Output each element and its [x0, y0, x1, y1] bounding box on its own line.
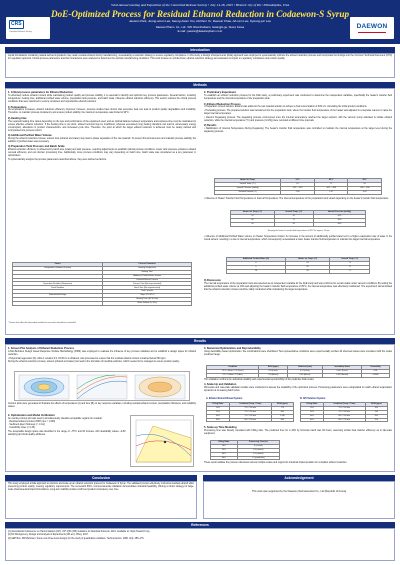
temperature-table [214, 178, 382, 195]
optimum-point [164, 441, 166, 443]
table-cell: 71 [330, 261, 370, 265]
references-list [8, 530, 392, 541]
table-cell: 5 [227, 265, 286, 269]
table-header-cell: Condition (Temp. / Time) [323, 403, 365, 407]
table-header-cell: Interval Temp. (°C) [330, 258, 370, 262]
table-cell: 81 [348, 182, 382, 186]
daewon-logo [350, 17, 394, 39]
table-cell: Fixed Variables [13, 286, 103, 290]
daewon-logo-bar [358, 32, 386, 33]
table-cell: 20% [211, 448, 238, 452]
heater-table-note: * Keeping the heater's transfer fluid temperature at 90°C for approx. 15 min [266, 230, 330, 232]
methods-left-column [8, 90, 196, 162]
methods-sub1b: 2) Heating time [8, 116, 27, 120]
table-cell: 60% [211, 456, 238, 460]
table-cell: Batch Size (Not experimented) [103, 286, 192, 290]
table-cell: -676 [313, 214, 365, 218]
methods-sub1d: 4) Preparation Tank Pressure and Batch Scale [8, 145, 65, 149]
table-cell: 0.8050 [362, 373, 390, 377]
crs-logo [6, 17, 50, 39]
table-header-cell: Processing Time (hr) [237, 441, 279, 445]
table-cell: 75°C / 80 min [323, 410, 365, 414]
results-p3b: This validation confirms the statistical reliability and experimental reproducibility of the predictive DoE model. [204, 378, 315, 381]
table-cell: 1,340 [271, 414, 293, 418]
methods-heading: Methods [5, 82, 395, 88]
prelim-pf: • Influence of Additional Purified Water volume on Heater Temperature Output: An increase in the amount of additionally purified water led to a higher evaporation rate of water in the mixed solvent, resulting in a rise in internal temperature, which consequently necessitated a lower heater transfer fluid temperature to maintain the target internal temperature. [204, 236, 392, 241]
results-right-bottom [204, 425, 392, 436]
prelim-pd: • Stabilization of Internal Temperature During Degassing: The heater's transfer fluid temperature was controlled to maintain the internal temperature at the target level during the degassing process. [204, 127, 392, 133]
results-p1: A Box-Behnken Design based Response Surface Methodology (RSM) was employed to evaluate the influence of key process variables and to establish a design space for ethanol reduction. [8, 351, 196, 357]
table-cell: 40% [301, 414, 324, 418]
results-sub4b: B. API Solution System [300, 398, 326, 400]
table-cell: Heating Temperature [103, 266, 192, 270]
table-row [211, 456, 280, 460]
crs-logo-sub: Controlled Release Society [9, 31, 32, 33]
table-cell: 75°C / 80 min [229, 414, 271, 418]
table-header-cell: EtOH (ppm) [259, 366, 287, 370]
overlay-contour-figure [130, 415, 194, 467]
ack-heading: Acknowledgement [203, 475, 395, 481]
contour-caption: Contour plots were generated to illustrate the effects of temperature (A) and time (B) on key response variables, including residual ethanol content, precipitation thickness, and suitability values. [8, 403, 196, 408]
prelim-pb: • Preheating process: The prepared solution was transferred into the preparation tank, where the transfer fluid temperature of the heater was adjusted in a stepwise manner to raise the target internal temperature. [204, 110, 392, 116]
table-header-cell: 70°C [281, 179, 315, 183]
heater-table [230, 210, 366, 227]
prelim-sub: 2. Preliminary Experiment [204, 91, 236, 95]
table-cell: 0.41 (Actual) [287, 373, 322, 377]
results-p3: Using desirability-based optimization, five combinations were shortlisted. Two representative conditions were experimentally verified. All observed values were consistent with the model predicted range. [204, 351, 392, 357]
table-cell: 75°C / 60 min [229, 410, 271, 414]
results-right-top [204, 346, 392, 357]
table-cell: 0.59 [348, 190, 382, 194]
table-header-cell: Condition (Temp. / Time) [229, 403, 271, 407]
api-solution-table [300, 402, 388, 422]
results-p2: An overlay contour plot was used to simultaneously visualize acceptable regions for residual: [8, 418, 103, 421]
methods-sub1: 1. Critical process parameters for Ethanol Reduction [8, 91, 73, 95]
factor-table-note: * Factors that affect the dependent variable but can not be identified or controlled. [8, 322, 77, 324]
table-cell: 770 [271, 406, 293, 410]
ack-box [203, 481, 395, 519]
table-cell: 75°C / 60min / 7% (Act.) [207, 373, 259, 377]
table-cell: 0 [227, 261, 286, 265]
table-cell: Independent Variables (Factors) [13, 266, 103, 270]
table-cell: Water Volume (0–10%) [103, 301, 192, 305]
table-cell: 20% [207, 410, 230, 414]
table-row [215, 190, 382, 194]
table-header-cell: Filling Ratio [301, 403, 324, 407]
time-table [210, 440, 280, 460]
table-cell: -612 ~ -656 [314, 186, 348, 190]
authors: Jaewon Park, Jeong-woon Lee, Seung-hwan Yoo, Dohhun Yu, Daesuk Chae, Ah-ram Lee, Kyeong-jun Lee [129, 19, 271, 23]
prelim-sub-b: 2) Results [204, 123, 217, 127]
poster-header [0, 0, 400, 44]
contour-plots-svg [15, 372, 191, 402]
results-p5: Processing time was linearly correlated with Filling ratio. The predicted time for a 15% by full-scale batch was 93 hours, assuming similar heat transfer efficiency as in lab-scale equipment. [204, 430, 392, 436]
reference-item: [3] GEP Box, DW Behnken. Some new three-level designs for the study of quantitative variables. Technometrics. 1960. 2(4): 455–475. [8, 537, 145, 540]
table-cell: 71 [330, 269, 370, 273]
results-sub1: 1. Screen Plot Analysis of Ethanol Reduction Process [8, 347, 75, 351]
table-cell: Heating Time (30–90 min) [103, 297, 192, 301]
results-right-mid [204, 378, 392, 393]
table-header-cell: Heater set Temp. (°C) [231, 211, 275, 215]
prelim-sub-a: 1) Ethanol Reduction Process [204, 102, 241, 106]
table-cell: Residual Ethanol Content [103, 278, 192, 282]
table-cell: 80 [231, 218, 275, 222]
results-sub2: 2. Optimization and Model Verification [8, 414, 55, 418]
methods-p1d: Ethanol reduction efficiency is influenced by batch size (scale) and tank pressure, requiring adjustments to establish optimal process conditions. Lower tank pressure enhances ethanol removal efficiency and can shorten processing time. Additionally, since process conditions may vary depending on batch size, batch scale was considered as a key parameter in optimization. [8, 149, 196, 158]
table-cell: 500 [365, 414, 387, 418]
conclusion-heading: Conclusion [5, 475, 197, 481]
table-cell: 0.412 (Pred.) [323, 369, 362, 373]
table-header-cell: Filling Ratio [211, 441, 238, 445]
prelim-pg: The internal temperature of the preparation tank was selected as an independent variable for the DoE study and was confirmed to remain stable under vacuum conditions. By setting the additional purified water volume at 10% and adjusting the heater's transfer fluid temperature to 85°C, the internal temperature was effectively maintained. The experiment demonstrated that the ethanol reduction process could be stably conducted while maintaining the target temperature. [204, 283, 392, 292]
table-cell: 71 [330, 265, 370, 269]
table-cell: 2.98 [281, 190, 315, 194]
table-cell: Residual Ethanol (%) [215, 190, 281, 194]
table-row [13, 301, 192, 305]
results-left-bottom [8, 413, 126, 437]
table-header-cell: Process Parameter [103, 263, 192, 267]
table-cell: 61 [274, 214, 313, 218]
table-header-cell: Heater Set Temp. [215, 179, 281, 183]
prelim-sub-c: 3) Discussion [204, 279, 221, 283]
table-cell: Temp. (70–90°C) [103, 294, 192, 298]
table-cell: 60% [301, 418, 324, 422]
table-cell: 40% [211, 452, 238, 456]
table-header-cell: EtOH (ppm) [365, 403, 387, 407]
optimization-table [206, 365, 390, 378]
daewon-logo-text: DAEWON [356, 23, 388, 30]
results-p2c: · Insolubility index (> 0.35) [8, 427, 35, 430]
email: E-mail : jaewon@daewonpharm.co.kr [177, 30, 223, 33]
results-sub4a: A. Ethanol Extract-Based System [206, 398, 243, 400]
table-row [207, 373, 390, 377]
table-cell: 10% [301, 406, 324, 410]
table-cell: 0.5 (control) [237, 448, 279, 452]
table-cell: 81 [285, 261, 330, 265]
table-header-cell: Internal Pressure (mmHg) [313, 211, 365, 215]
table-cell [13, 301, 103, 305]
table-cell: 0.397 (Actual) [323, 373, 362, 377]
table-cell: Internal Pressure (mmHg) [215, 186, 281, 190]
prelim-pa: • Preparation of feed solution: Ethanol was added to the raw material solution to achieve a final concentration of 20% v/v, simulating the initial product conditions. [204, 106, 368, 109]
table-cell: 75°C / 60 min [229, 406, 271, 410]
poster-title: DoE-Optimized Process for Residual Ethanol Reduction in Codaewon-S Syrup [50, 8, 350, 19]
table-cell: 0.37 (Pred.) [287, 369, 322, 373]
table-header-cell: Additional Purified Water (%) [227, 258, 286, 262]
ack-text: This work was supported by the Daewon pharmaceutical Co., Ltd (Republic of Korea) [251, 490, 347, 493]
table-cell: 470 [365, 418, 387, 422]
methods-p1b: The required heating time varies depending on the type and performance of the equipment used, and an optimal balance between temperature and exposure time must be maintained to ensure effective ethanol reduction. If the heating time is too short, ethanol removal may be insufficient, whereas excessively long heating durations can lead to unnecessary energy consumption, alterations in product characteristics, and increased cycle time. Therefore, the point at which the target ethanol reduction is achieved must be clearly defined and incorporated into process control. [8, 120, 196, 132]
table-cell: -622 ~ -676 [281, 186, 315, 190]
table-row [301, 418, 388, 422]
references-heading: References [5, 522, 395, 528]
table-cell: 1.47 [314, 190, 348, 194]
methods-p1a: As temperature increases, ethanol reduction efficiency improves; however, previous studies have shown that excessive heat can lead to product quality degradation and instability. Therefore, to maintain process consistency and ensure product stability, the maximum temperature was limited to 90°C. [8, 109, 196, 115]
reference-item: [1] International Conference on Harmonisation (ICH). ICH Q3C (R8) Guideline for Residual Solvents, 2021. Available at: https://www.ich.org [8, 530, 150, 533]
table-cell: 880 [271, 418, 293, 422]
table-cell: 0.81 [362, 369, 390, 373]
table-row [207, 418, 294, 422]
table-cell: Tank Pressure [103, 290, 192, 294]
factor-table [12, 262, 192, 306]
table-cell: 60% [207, 418, 230, 422]
table-cell: 410 [365, 406, 387, 410]
table-cell: Internal Temp. (°C) [215, 182, 281, 186]
table-row [231, 222, 366, 226]
table-header-cell: Condition [207, 366, 259, 370]
table-cell: 0.7 (control) [237, 452, 279, 456]
table-cell: 20% [301, 410, 324, 414]
table-header-cell: Filling Ratio [207, 403, 230, 407]
reference-item: [2] DC Montgomery. Design and Analysis of Experiments (9th ed.). Wiley. 2017. [8, 534, 89, 537]
conclusion-text: This study employed a DoE approach to optimize and scale up an ethanol reduction process for Codaewon-S Syrup. The validated process effectively minimized residual ethanol while preserving product quality, meeting regulatory requirements. The successful 500 L commercial-scale validation demonstrates industrial feasibility, offering a robust strategy for large-scale pharmaceutical liquid formulations. Long-term stability studies confirmed product consistency over time. [8, 483, 194, 491]
methods-p1e: To systematically analyze the process parameters described above, they were defined as factors. [8, 158, 107, 161]
table-cell: 80°C / 90 min [323, 418, 365, 422]
table-header-cell: Sediment (mm) [287, 366, 322, 370]
table-cell: 530 [365, 410, 387, 414]
contour-plot-1 [19, 375, 69, 399]
table-header-cell: EtOH (ppm) [271, 403, 293, 407]
results-p1c: During the ethanol reduction process, solvent (ethanol and water) can lead to the formation of insoluble particles, which needed to be managed to ensure product quality. [8, 361, 180, 364]
results-heading: Results [5, 338, 395, 344]
table-cell: 83 [285, 269, 330, 273]
results-left-top [8, 346, 196, 364]
prelim-p: To establish an ethanol reduction process for the DoE study, a preliminary experiment was conducted to determine the independent variables, specifically the heater's transfer fluid temperature and the internal temperature of the preparation tank. [204, 95, 392, 101]
table-header-cell: 90°C [348, 179, 382, 183]
table-cell: 80°C / 80 min [323, 414, 365, 418]
table-cell: 82 [285, 265, 330, 269]
table-cell: 860 [271, 410, 293, 414]
prelim-pc: • Vacuum Degassing process: The degassing process commenced once the internal temperature reached the target setpoint, with the vacuum pump activated to initiate ethanol reduction, while the internal temperature (°C) and pressure (mmHg) were recorded at different time intervals. [204, 116, 392, 122]
table-cell: 80°C / 80 min [229, 418, 271, 422]
table-cell: 0 (control) [237, 444, 279, 448]
table-cell: 70 [231, 214, 275, 218]
table-header-cell: Factor [13, 263, 103, 267]
results-sub3: 3. Numerical Optimization and Reproducibility [204, 347, 261, 351]
table-cell: 1.3 (prediction) [237, 456, 279, 460]
table-cell: -650 [313, 222, 365, 226]
table-cell: 71 [274, 218, 313, 222]
table-header-cell: Heater set Temp. (°C) [285, 258, 330, 262]
table-cell: Additional Purified Water Volume [103, 274, 192, 278]
methods-sub1c: 3) Additional Purified Water Volume [8, 133, 52, 137]
methods-sub1a: 1) Temperature [8, 105, 27, 109]
prelim-discussion [204, 278, 392, 292]
table-header-cell: Desirability [362, 366, 390, 370]
results-p2d: The acceptable design space was identified in the range of ~75°C and 60 minutes, with desirability values ~0.80, satisfying all critical quality attributes. [8, 430, 126, 436]
methods-p1: To effectively reduce ethanol content while maintaining product quality and process stability, it is essential to identify and optimize key process parameters. Several factors, including temperature, heating time, additional purified water volume, preparation tank pressure, and batch scale, influence ethanol reduction efficiency. This section outlines the critical process conditions that were optimized to ensure consistent and reproducible ethanol reduction. [8, 95, 196, 104]
table-cell: 10 [227, 269, 286, 273]
table-cell: 75°C / 60min / 7% (Pred.) [207, 369, 259, 373]
results-sub4: 4. Scale-Up and Validation [204, 382, 237, 386]
results-sub5: 5. Scale-up Time Modeling [204, 426, 237, 430]
table-row [227, 269, 370, 273]
table-cell: Heating Time [103, 270, 192, 274]
table-cell: 81 [274, 222, 313, 226]
methods-p1c: During the ethanol reduction process, solvent loss (ethanol and water) may lead to phase separation of the raw material. To prevent this phenomenon and maintain process stability, the addition of purified water was necessary. [8, 137, 196, 143]
table-cell: Experimental Range [13, 294, 103, 298]
table-cell: Process Time (Not experimented) [103, 282, 192, 286]
table-cell: 71 [314, 182, 348, 186]
affiliation: Daewon Pharm. Co., Ltd., 520 Cheonhodaero, Gwangjin-gu, Seoul, Korea [155, 26, 245, 29]
table-cell: 40% [207, 414, 230, 418]
results-p2a: · Residual ethanol content (RSH ppm < 1,000) [8, 421, 56, 424]
water-table [226, 257, 370, 274]
table-cell: 770 (Actual) [259, 373, 287, 377]
results-p4: Pilot-scale and real-scale validation studies were conducted to assess the scalability of the optimized process. Processing parameters were extrapolated to match ethanol evaporation dynamics at increasing batch sizes. [204, 386, 392, 392]
intro-heading: Introduction [5, 47, 395, 53]
table-cell: Dependent Variables (Responses) [13, 282, 103, 286]
table-cell: 754 (Pred.) [259, 369, 287, 373]
table-header-cell: Interval Temp. (°C) [274, 211, 313, 215]
contour-plot-2 [77, 375, 127, 399]
intro-text: Liquid formulations containing natural-derived ingredients may retain residual ethanol during manufacturing, necessitating a reduction strategy to ensure regulatory compliance. In this study, a Design of Experiments (DoE) approach was employed to systematically optimize the ethanol reduction process and incorporate the findings into the Common Technical Document (CTD) for regulatory approval. Critical process parameters and their interactions were analyzed to determine the optimal manufacturing conditions. This work focuses on a DoE-driven ethanol reduction strategy and evaluates its impact on regulatory compliance and product quality. [8, 55, 392, 60]
contour-plots-figure [14, 371, 190, 401]
table-header-cell: 80°C [314, 179, 348, 183]
prelim-pe: • Influence of Heater Transfer Fluid Temperature on Internal Temperature: The internal temperature of the preparation tank varied depending on the heater's transfer fluid temperature. [204, 198, 389, 200]
contour-plot-3 [135, 375, 185, 399]
table-cell: 75°C / 60 min [323, 406, 365, 410]
table-cell: -656 [313, 218, 365, 222]
table-header-cell: Insolubility Index [323, 366, 362, 370]
table-cell: -594 ~ -650 [348, 186, 382, 190]
crs-logo-text: CRS [11, 21, 22, 27]
results-p1b: • Polynomial regression (fit): while it remains 0.9, 15.9% to w obtained, was processed to ensure that the residual ethanol content remained below 500 ppm. [8, 357, 167, 360]
table-cell: 90 [231, 222, 275, 226]
prelim-column-top [204, 90, 392, 134]
results-p5b: These result validate the process robustness across multiple scales and support its industrial implementation for compliant ethanol reduction. [204, 462, 348, 464]
table-cell: 10% [211, 444, 238, 448]
results-p2b: · Sediment-layer thickness (< 1 mm) [8, 424, 45, 427]
overlay-contour-svg [131, 416, 195, 468]
table-cell: 61 [281, 182, 315, 186]
conference-line: 52nd Annual meeting and Exposition of the Controlled Release Society • July 14-18, 2025 • Historic city of PA • Philadelphia, USA [111, 3, 289, 7]
ethanol-extract-table [206, 402, 294, 422]
table-cell: 10% [207, 406, 230, 410]
